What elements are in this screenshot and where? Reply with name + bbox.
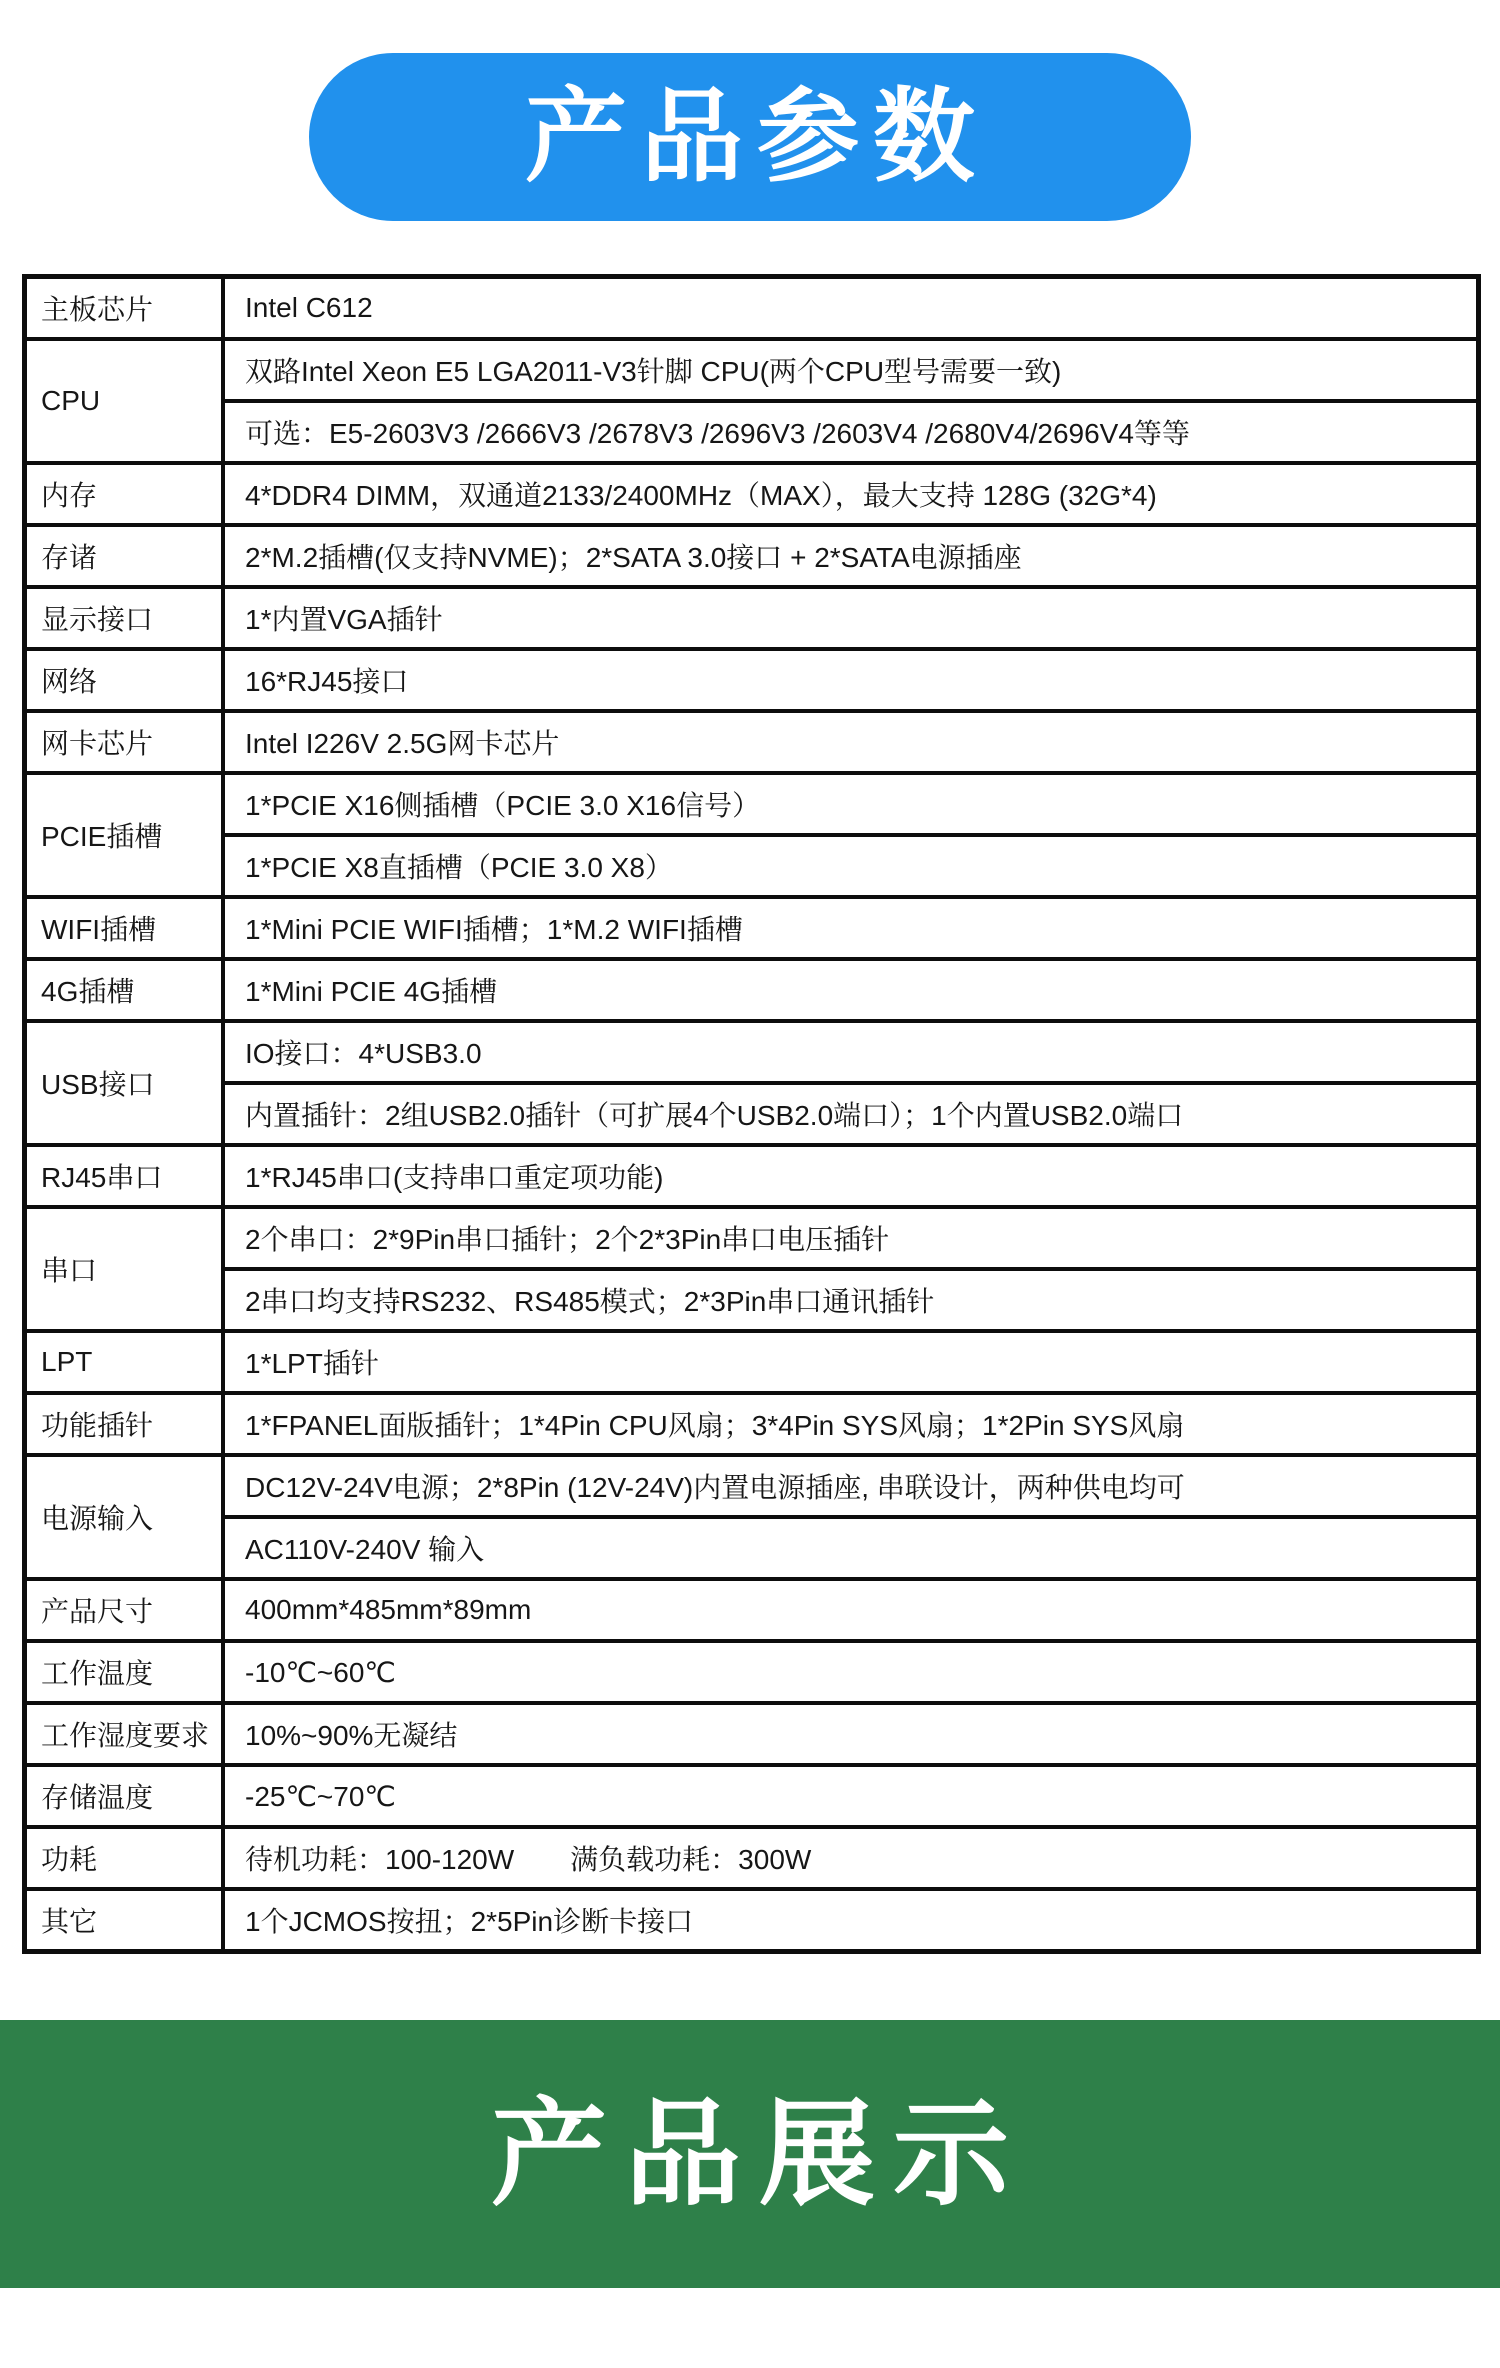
table-row — [27, 1581, 1476, 1639]
spec-label: 串口 — [27, 1209, 221, 1329]
spec-value: IO接口：4*USB3.0 — [225, 1023, 1476, 1081]
table-row — [27, 713, 1476, 771]
table-row — [27, 1891, 1476, 1949]
display-title: 产品展示 — [491, 2089, 1027, 2219]
spec-value: 16*RJ45接口 — [225, 651, 1476, 709]
table-row — [27, 1643, 1476, 1701]
spec-label: 功能插针 — [27, 1395, 221, 1453]
table-row — [27, 1767, 1476, 1825]
spec-value: 1*LPT插针 — [225, 1333, 1476, 1391]
spec-value: 内置插针：2组USB2.0插针（可扩展4个USB2.0端口）；1个内置USB2.0端口 — [225, 1085, 1476, 1143]
spec-value: 待机功耗：100-120W 满负载功耗：300W — [225, 1829, 1476, 1887]
spec-value: Intel I226V 2.5G网卡芯片 — [225, 713, 1476, 771]
spec-value: 400mm*485mm*89mm — [225, 1581, 1476, 1639]
spec-label: RJ45串口 — [27, 1147, 221, 1205]
spec-label: LPT — [27, 1333, 221, 1391]
table-row — [27, 1829, 1476, 1887]
table-row — [27, 1395, 1476, 1453]
spec-table — [22, 274, 1481, 1954]
table-row — [27, 1457, 1476, 1577]
spec-value: Intel C612 — [225, 279, 1476, 337]
table-row — [27, 279, 1476, 337]
spec-label: 产品尺寸 — [27, 1581, 221, 1639]
spec-value: AC110V-240V 输入 — [225, 1519, 1476, 1577]
table-row — [27, 1705, 1476, 1763]
spec-label: 电源输入 — [27, 1457, 221, 1577]
table-row — [27, 1209, 1476, 1329]
spec-label: 工作湿度要求 — [27, 1705, 221, 1763]
spec-label: CPU — [27, 341, 221, 461]
spec-label: 网卡芯片 — [27, 713, 221, 771]
param-title: 产品参数 — [525, 80, 989, 194]
spec-value: DC12V-24V电源；2*8Pin (12V-24V)内置电源插座, 串联设计，两种供电均可 — [225, 1457, 1476, 1515]
spec-value: 10%~90%无凝结 — [225, 1705, 1476, 1763]
table-row — [27, 1333, 1476, 1391]
spec-label: 显示接口 — [27, 589, 221, 647]
spec-label: 存诸 — [27, 527, 221, 585]
table-row — [27, 961, 1476, 1019]
display-banner — [0, 2020, 1500, 2288]
spec-label: PCIE插槽 — [27, 775, 221, 895]
param-title-pill — [309, 53, 1191, 221]
spec-value: 1*FPANEL面版插针；1*4Pin CPU风扇；3*4Pin SYS风扇；1*2Pin SYS风扇 — [225, 1395, 1476, 1453]
spec-label: USB接口 — [27, 1023, 221, 1143]
table-row — [27, 465, 1476, 523]
spec-label: 存储温度 — [27, 1767, 221, 1825]
table-row — [27, 589, 1476, 647]
spec-value: -10℃~60℃ — [225, 1643, 1476, 1701]
spec-value: 4*DDR4 DIMM，双通道2133/2400MHz（MAX），最大支持 128G (32G*4) — [225, 465, 1476, 523]
spec-value: 1个JCMOS按扭；2*5Pin诊断卡接口 — [225, 1891, 1476, 1949]
spec-value: 1*RJ45串口(支持串口重定项功能) — [225, 1147, 1476, 1205]
spec-label: 4G插槽 — [27, 961, 221, 1019]
spec-label: 主板芯片 — [27, 279, 221, 337]
spec-value: 1*Mini PCIE WIFI插槽；1*M.2 WIFI插槽 — [225, 899, 1476, 957]
spec-value: 2*M.2插槽(仅支持NVME)；2*SATA 3.0接口 + 2*SATA电源插座 — [225, 527, 1476, 585]
spec-label: 网络 — [27, 651, 221, 709]
spec-value: 1*PCIE X8直插槽（PCIE 3.0 X8） — [225, 837, 1476, 895]
table-row — [27, 775, 1476, 895]
table-row — [27, 1023, 1476, 1143]
spec-value: 可选：E5-2603V3 /2666V3 /2678V3 /2696V3 /2603V4 /2680V4/2696V4等等 — [225, 403, 1476, 461]
table-row — [27, 527, 1476, 585]
spec-label: WIFI插槽 — [27, 899, 221, 957]
table-row — [27, 651, 1476, 709]
table-row — [27, 1147, 1476, 1205]
spec-value: 2个串口：2*9Pin串口插针；2个2*3Pin串口电压插针 — [225, 1209, 1476, 1267]
table-row — [27, 899, 1476, 957]
table-row — [27, 341, 1476, 461]
spec-value: 1*Mini PCIE 4G插槽 — [225, 961, 1476, 1019]
spec-value: 1*PCIE X16侧插槽（PCIE 3.0 X16信号） — [225, 775, 1476, 833]
spec-label: 内存 — [27, 465, 221, 523]
spec-value: 双路Intel Xeon E5 LGA2011-V3针脚 CPU(两个CPU型号需要一致) — [225, 341, 1476, 399]
spec-value: 1*内置VGA插针 — [225, 589, 1476, 647]
spec-value: 2串口均支持RS232、RS485模式；2*3Pin串口通讯插针 — [225, 1271, 1476, 1329]
spec-label: 其它 — [27, 1891, 221, 1949]
spec-label: 工作温度 — [27, 1643, 221, 1701]
spec-label: 功耗 — [27, 1829, 221, 1887]
spec-value: -25℃~70℃ — [225, 1767, 1476, 1825]
